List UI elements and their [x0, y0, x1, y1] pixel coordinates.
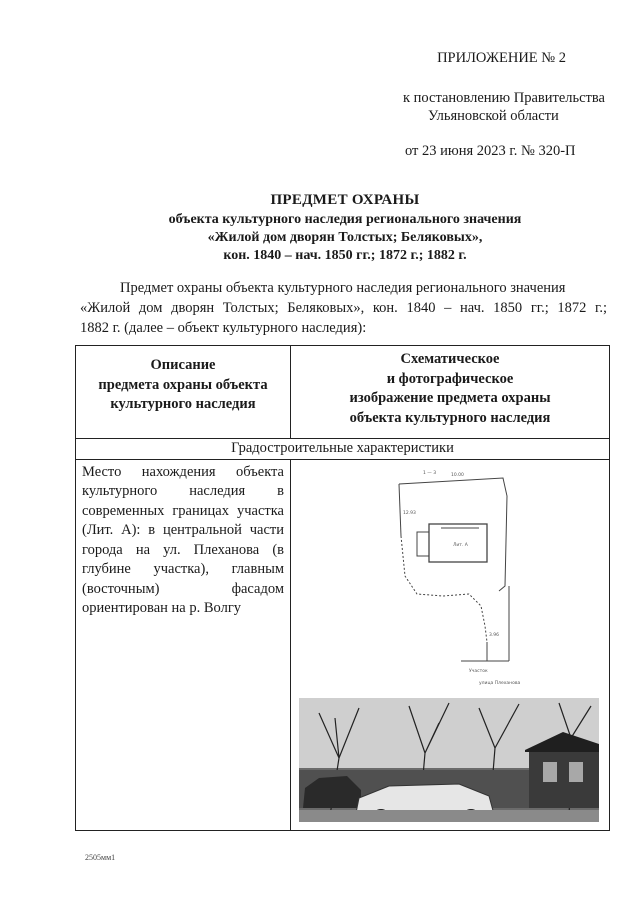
footer-code: 2505мм1 [85, 853, 116, 862]
image-cell [291, 459, 610, 830]
doc-subtitle-2: «Жилой дом дворян Толстых; Беляковых», [207, 230, 483, 245]
svg-text:3.96: 3.96 [489, 632, 500, 638]
intro-line-1: Предмет охраны объекта культурного наследия регионального значения [120, 280, 566, 296]
protection-table [75, 345, 610, 831]
intro-line-3: 1882 г. (далее – объект культурного наследия): [80, 320, 367, 336]
decree-line-1: к постановлению Правительства [403, 90, 605, 106]
location-description: Место нахождения объекта культурного наследия в современных границах участка (Лит. А): в центральной части города на ул. Плеханова (в глубине участка), главным (восточным) фасадом ориентирован на р. Волгу [76, 459, 291, 830]
site-plan-image [381, 466, 531, 688]
appendix-number: ПРИЛОЖЕНИЕ № 2 [437, 50, 566, 66]
doc-subtitle-3: кон. 1840 – нач. 1850 гг.; 1872 г.; 1882 г. [223, 248, 467, 263]
decree-date: от 23 июня 2023 г. № 320-П [405, 143, 576, 159]
svg-text:улица Плеханова: улица Плеханова [479, 680, 521, 686]
svg-text:Участок: Участок [469, 668, 488, 674]
col-header-images: Схематическое и фотографическое изображение предмета охраны объекта культурного наследия [291, 346, 610, 439]
intro-line-2: «Жилой дом дворян Толстых; Беляковых», кон. 1840 – нач. 1850 гг.; 1872 г.; [80, 300, 607, 316]
section-heading: Градостроительные характеристики [76, 439, 610, 460]
svg-text:Лит. А: Лит. А [453, 542, 468, 548]
building-photo [299, 698, 599, 822]
svg-text:1 — 3: 1 — 3 [423, 470, 437, 476]
svg-text:12.93: 12.93 [403, 510, 416, 516]
col-header-description: Описание предмета охраны объекта культурного наследия [76, 346, 291, 439]
svg-text:10.00: 10.00 [451, 472, 464, 478]
decree-line-2: Ульяновской области [428, 108, 559, 124]
doc-title: ПРЕДМЕТ ОХРАНЫ [270, 192, 420, 208]
doc-subtitle-1: объекта культурного наследия регионального значения [168, 212, 522, 227]
